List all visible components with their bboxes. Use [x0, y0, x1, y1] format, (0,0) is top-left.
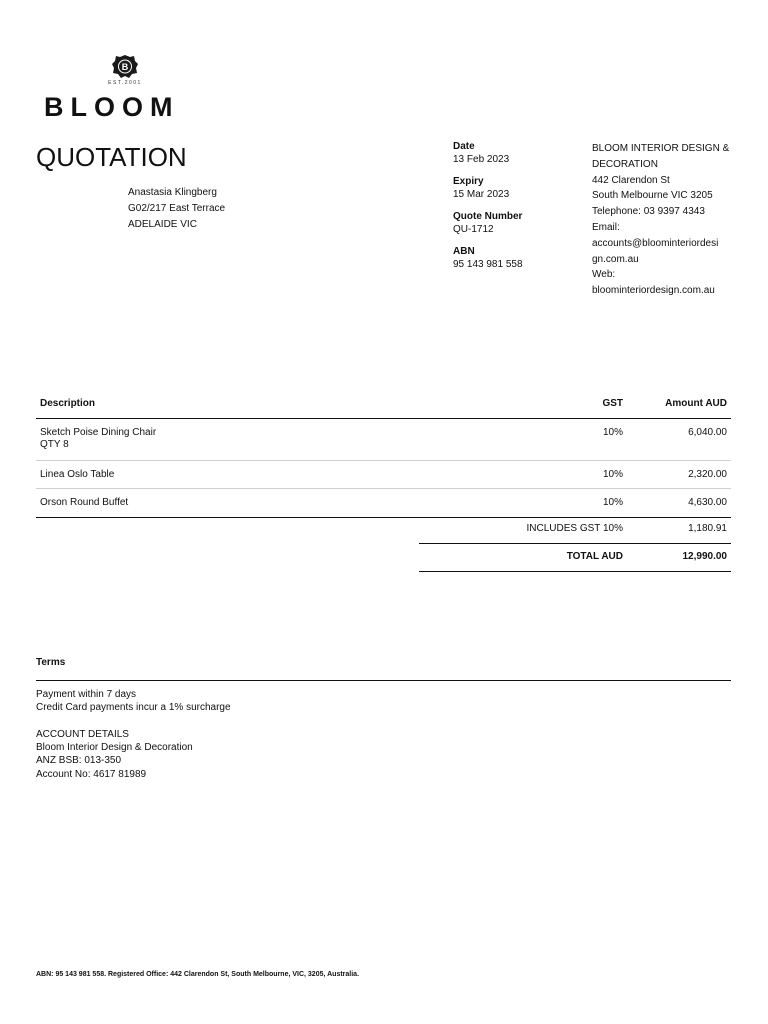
company-email: accounts@bloominteriordesi — [592, 237, 719, 249]
total-label: TOTAL AUD — [566, 551, 623, 562]
date-label: Date — [453, 141, 475, 152]
table-row — [36, 419, 731, 461]
expiry-value: 15 Mar 2023 — [453, 189, 510, 200]
terms-line: Credit Card payments incur a 1% surcharge — [36, 702, 231, 714]
description-header: Description — [40, 398, 96, 409]
footer-registered-office: ABN: 95 143 981 558. Registered Office: 442 Clarendon St, South Melbourne, VIC, 3205, Australia. — [36, 971, 360, 978]
terms-line: Payment within 7 days — [36, 689, 137, 700]
customer-name: Anastasia Klingberg — [128, 187, 217, 198]
line-items-table — [36, 392, 731, 518]
includes-gst-row — [419, 516, 731, 543]
terms-body — [36, 688, 231, 781]
total-row — [419, 543, 731, 572]
customer-city: ADELAIDE VIC — [128, 219, 197, 230]
document-title: QUOTATION — [36, 142, 187, 172]
expiry-label: Expiry — [453, 176, 484, 187]
includes-gst-value: 1,180.91 — [688, 523, 727, 534]
customer-street: G02/217 East Terrace — [128, 203, 226, 214]
account-name: Bloom Interior Design & Decoration — [36, 742, 193, 754]
terms-spacer — [36, 715, 231, 728]
terms-heading: Terms — [36, 657, 66, 668]
item-amount: 6,040.00 — [688, 427, 727, 438]
company-website: bloominteriordesign.com.au — [592, 285, 715, 297]
item-description: Sketch Poise Dining Chair — [40, 427, 157, 438]
quote-number-value: QU-1712 — [453, 224, 494, 235]
account-bsb: ANZ BSB: 013-350 — [36, 755, 122, 767]
quote-meta — [453, 140, 523, 280]
company-details — [592, 141, 737, 299]
company-line: Telephone: 03 9397 4343 — [592, 206, 705, 218]
company-line: 442 Clarendon St — [592, 174, 670, 186]
quote-number-label: Quote Number — [453, 211, 523, 222]
company-line: DECORATION — [592, 158, 658, 170]
logo-established: EST.2001 — [108, 80, 142, 86]
account-details-heading: ACCOUNT DETAILS — [36, 728, 129, 740]
item-amount: 2,320.00 — [688, 469, 727, 480]
customer-address — [128, 185, 225, 233]
table-header — [36, 392, 731, 419]
item-quantity: QTY 8 — [40, 439, 69, 450]
item-gst: 10% — [602, 427, 623, 438]
company-line: BLOOM INTERIOR DESIGN & — [592, 143, 730, 154]
bloom-emblem-icon — [110, 54, 140, 80]
totals-summary — [419, 516, 731, 572]
gst-header: GST — [602, 398, 623, 409]
company-line: Email: — [592, 221, 620, 233]
logo-wordmark: BLOOM — [44, 92, 180, 122]
date-value: 13 Feb 2023 — [453, 154, 510, 165]
item-amount: 4,630.00 — [688, 497, 727, 508]
abn-label: ABN — [453, 246, 475, 257]
emblem-letter: B — [121, 62, 129, 72]
table-row — [36, 489, 731, 518]
account-number: Account No: 4617 81989 — [36, 768, 147, 780]
table-row — [36, 461, 731, 489]
item-gst: 10% — [602, 469, 623, 480]
item-description: Linea Oslo Table — [40, 469, 115, 480]
company-email: gn.com.au — [592, 253, 639, 265]
company-line: South Melbourne VIC 3205 — [592, 190, 713, 202]
item-description: Orson Round Buffet — [40, 497, 129, 508]
total-value: 12,990.00 — [682, 551, 727, 562]
item-gst: 10% — [602, 497, 623, 508]
terms-divider — [36, 680, 731, 681]
company-line: Web: — [592, 269, 616, 281]
abn-value: 95 143 981 558 — [453, 259, 523, 270]
includes-gst-label: INCLUDES GST 10% — [526, 523, 623, 534]
amount-header: Amount AUD — [665, 398, 727, 409]
